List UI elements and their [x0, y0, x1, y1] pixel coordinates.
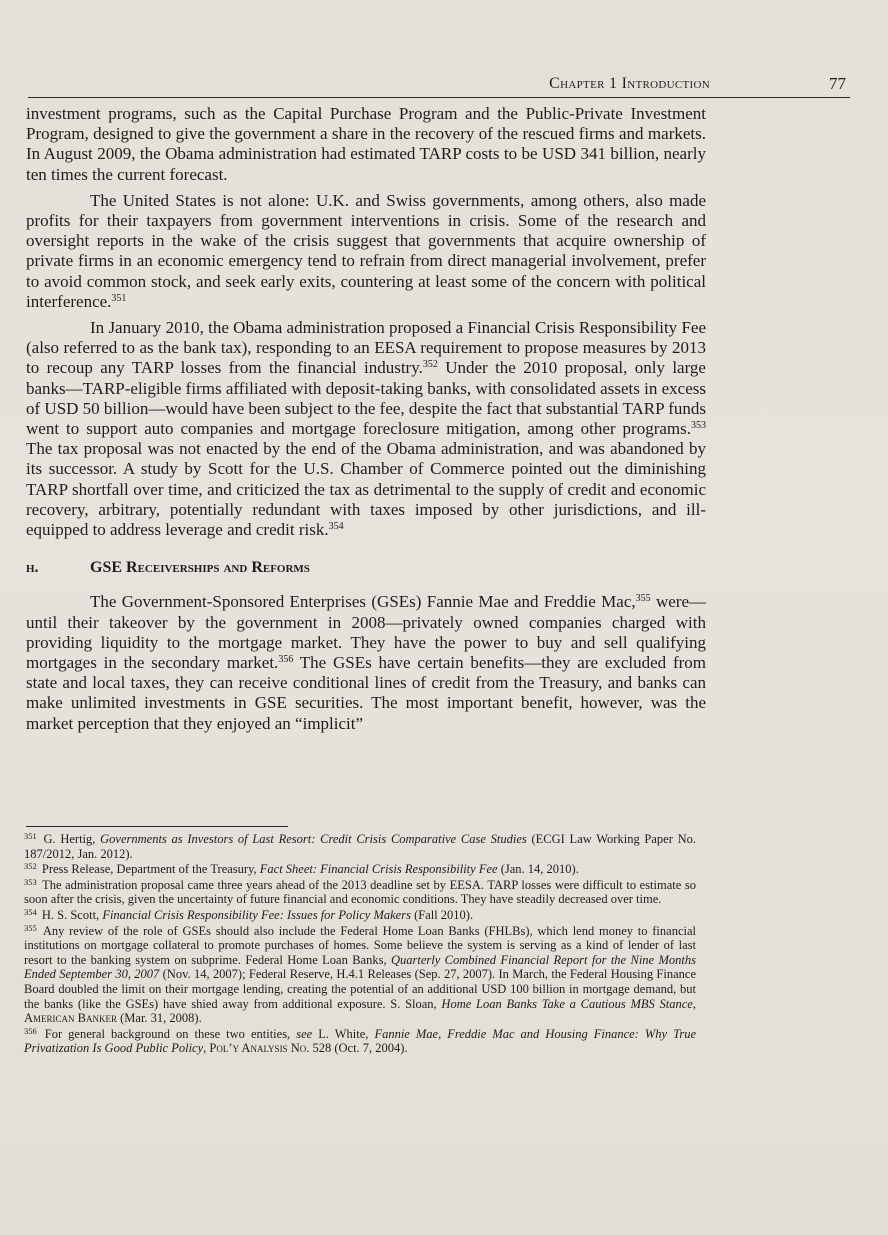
paragraph-3-text-c: The tax proposal was not enacted by the end of the Obama administration, and was abandoned by its successor. A study by Scott for the U.S. Chamber of Commerce pointed out the diminishing TARP shortfall over time, and criticized the tax as detrimental to the supply of credit and economic recovery, arbitrary, potentially redundant with taxes imposed by other jurisdictions, and ill-equipped to address leverage and credit risk.	[26, 439, 706, 540]
footnote-title: Fannie Mae, Freddie Mac and Housing Finance: Why True Privatization Is Good Public Policy	[24, 1026, 696, 1056]
footnote-title: Governments as Investors of Last Resort: Credit Crisis Comparative Case Studies	[100, 832, 527, 846]
footnote-ref-352: 352	[422, 359, 438, 371]
footnote-text-d: (Mar. 31, 2008).	[117, 1011, 202, 1026]
footnote-351	[24, 832, 696, 861]
paragraph-1-text: investment programs, such as the Capital Purchase Program and the Public-Private Investment Program, designed to give the government a share in the recovery of the rescued firms and markets. In August 2009, the Obama administration had estimated TARP costs to be USD 341 billion, nearly ten times the current forecast.	[26, 104, 706, 184]
running-head: Chapter 1 Introduction	[549, 75, 710, 92]
footnote-text-b: L. White,	[312, 1026, 375, 1041]
footnote-number: 352	[24, 861, 37, 872]
header-rule	[28, 97, 850, 98]
footnote-number: 356	[24, 1025, 37, 1036]
footnote-355	[24, 924, 696, 1026]
footnote-text: The administration proposal came three years ahead of the 2013 deadline set by EESA. TARP losses were difficult to estimate so soon after the crisis, given the uncertainty of future financial and economic conditions. They have steadily decreased over time.	[24, 877, 696, 907]
footnote-rest: (Jan. 14, 2010).	[497, 862, 579, 877]
footnote-author: H. S. Scott,	[38, 907, 103, 922]
footnote-source: Pol’y Analysis No.	[209, 1041, 310, 1056]
paragraph-4-text-c: The GSEs have certain benefits—they are excluded from state and local taxes, they can receive conditional lines of credit from the Treasury, and banks can make unlimited investments in GSE securities. The most important benefit, however, was the market perception that they enjoyed an “implicit”	[26, 653, 707, 733]
paragraph-1	[26, 104, 706, 185]
paragraph-2	[26, 191, 706, 312]
paragraph-3-text-a: In January 2010, the Obama administration proposed a Financial Crisis Responsibility Fee (also referred to as the bank tax), responding to an EESA requirement to propose measures by 2013 to recoup any TARP losses from the financial industry.	[26, 318, 706, 378]
page-header	[28, 74, 850, 98]
footnote-ref-356: 356	[278, 654, 294, 666]
footnote-text-b: (Nov. 14, 2007); Federal Reserve, H.4.1 Releases (Sep. 27, 2007). In March, the Federal Housing Finance Board doubled the limit on their mortgage lending, creating the potential of an additional USD 100 billion in mortgage demand, but the banks (like the GSEs) have shied away from additional exposure. S. Sloan,	[24, 967, 696, 1011]
footnotes	[24, 832, 696, 1057]
paragraph-4	[26, 592, 706, 733]
footnote-title-a: Quarterly Combined Financial Report for the Nine Months Ended September 30, 2007	[24, 952, 696, 982]
section-heading	[26, 558, 706, 578]
footnote-title: Fact Sheet: Financial Crisis Responsibility Fee	[259, 862, 498, 877]
footnote-ref-354: 354	[328, 521, 344, 533]
body-text	[26, 104, 706, 740]
footnote-356	[24, 1027, 696, 1056]
footnote-author: Press Release, Department of the Treasury,	[38, 862, 260, 877]
section-title: GSE Receiverships and Reforms	[90, 559, 310, 577]
footnote-ref-353: 353	[691, 420, 706, 432]
footnote-number: 355	[24, 922, 37, 933]
footnote-see: see	[296, 1026, 313, 1041]
footnote-number: 353	[24, 876, 37, 887]
footnote-source: American Banker	[24, 1011, 117, 1026]
paragraph-4-text-b: were—until their takeover by the government in 2008—privately owned companies charged with providing liquidity to the mortgage market. They have the power to buy and sell qualifying mortgages in the secondary market.	[26, 592, 707, 673]
footnote-text-a: For general background on these two entities,	[38, 1026, 297, 1041]
footnote-title: Financial Crisis Responsibility Fee: Issues for Policy Makers	[102, 907, 411, 922]
footnote-number: 354	[24, 906, 37, 917]
footnote-text-c: ,	[203, 1041, 210, 1056]
footnote-author: G. Hertig,	[38, 832, 101, 846]
footnote-354	[24, 908, 696, 923]
footnote-title-b: Home Loan Banks Take a Cautious MBS Stance	[441, 996, 693, 1011]
footnote-ref-355: 355	[635, 593, 651, 605]
footnote-352	[24, 862, 696, 877]
footnote-353	[24, 878, 696, 907]
footnote-rule	[26, 826, 288, 827]
footnote-ref-351: 351	[111, 292, 127, 304]
footnote-number: 351	[24, 831, 37, 841]
footnote-text-d: 528 (Oct. 7, 2004).	[309, 1041, 408, 1056]
footnote-text-c: ,	[692, 996, 696, 1011]
section-letter: h.	[26, 559, 39, 577]
paragraph-3	[26, 318, 706, 540]
page-number: 77	[829, 74, 846, 93]
paragraph-3-text-b: Under the 2010 proposal, only large banks—TARP-eligible firms affiliated with deposit-taking banks, with consolidated assets in excess of USD 50 billion—would have been subject to the fee, despite the fact that substantial TARP funds went to support auto companies and mortgage foreclosure mitigation, among other programs.	[26, 358, 706, 439]
footnote-rest: (ECGI Law Working Paper No. 187/2012, Jan. 2012).	[24, 832, 697, 861]
paragraph-2-text: The United States is not alone: U.K. and Swiss governments, among others, also made profits for their taxpayers from government interventions in crisis. Some of the research and oversight reports in the wake of the crisis suggest that governments that acquire ownership of private firms in an economic emergency tend to refrain from direct managerial involvement, prefer to avoid common stock, and seek early exits, countering at least some of the concern with political interference.	[26, 190, 706, 311]
paragraph-4-text-a: The Government-Sponsored Enterprises (GSEs) Fannie Mae and Freddie Mac,	[90, 592, 636, 612]
footnote-text-a: Any review of the role of GSEs should also include the Federal Home Loan Banks (FHLBs), which lend money to financial institutions on mortgage collateral to promote purchases of homes. Some believe the system is serving as a kind of lender of last resort to the banking system on subprime. Federal Home Loan Banks,	[24, 923, 696, 967]
footnote-rest: (Fall 2010).	[410, 907, 474, 922]
